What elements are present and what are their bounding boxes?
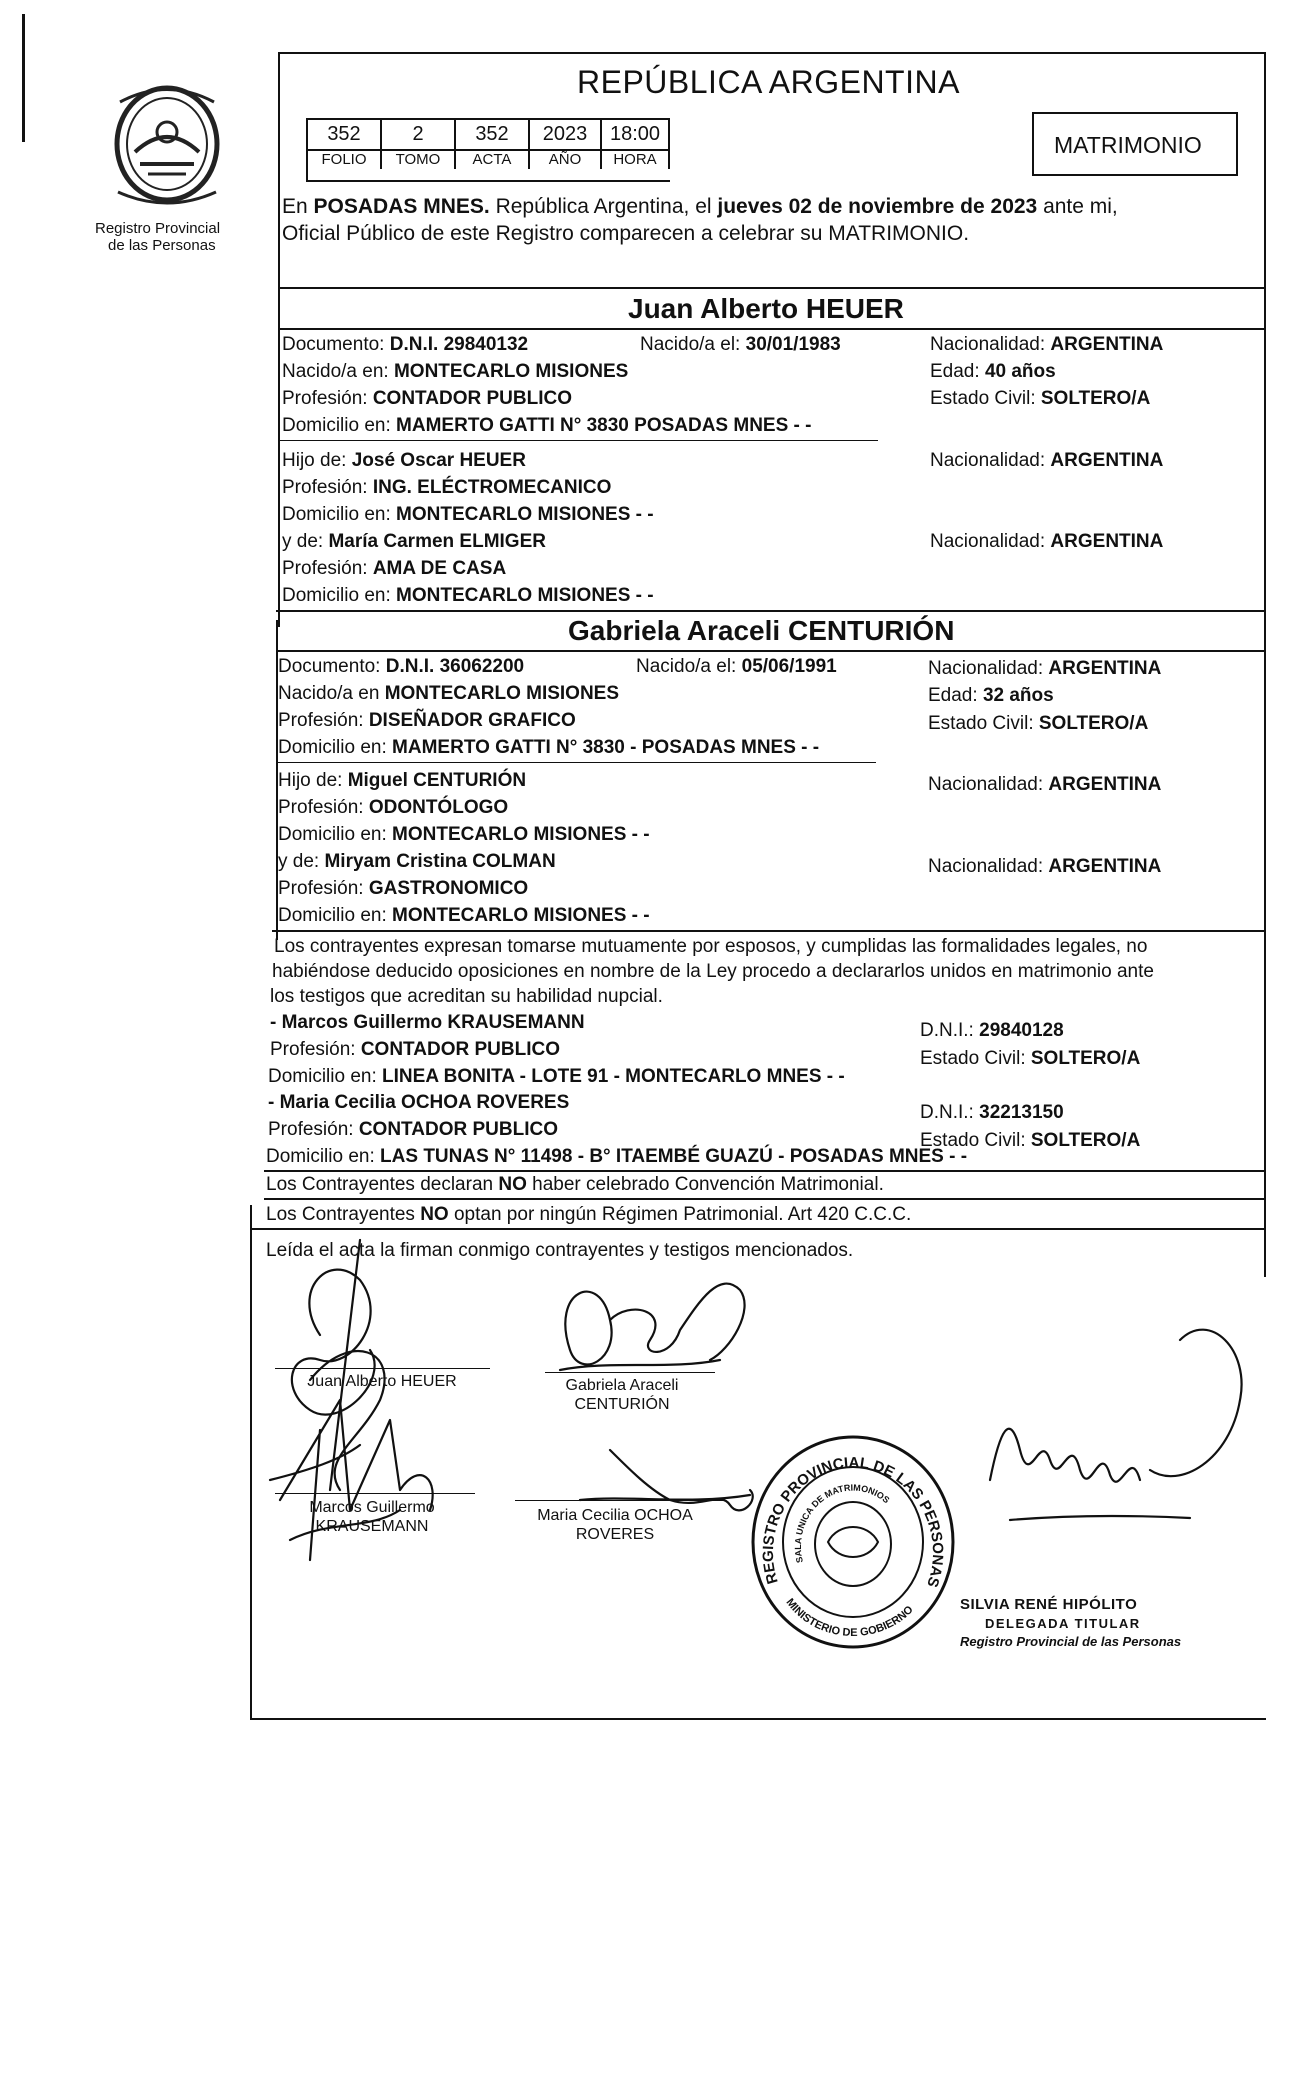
witness-2-profession: Profesión: CONTADOR PUBLICO xyxy=(268,1119,558,1140)
witness-1-signature xyxy=(270,1400,433,1560)
bride-signature-caption-2: CENTURIÓN xyxy=(574,1396,670,1413)
groom-birth-date: Nacido/a el: 30/01/1983 xyxy=(640,334,841,355)
bride-birthplace: Nacido/a en MONTECARLO MISIONES xyxy=(278,683,620,704)
groom-father-profession: Profesión: ING. ELÉCTROMECANICO xyxy=(282,477,612,498)
witness-2-signature-caption-2: ROVERES xyxy=(575,1526,655,1543)
official-title: DELEGADA TITULAR xyxy=(985,1616,1141,1631)
seal-ring-text: REGISTRO PROVINCIAL DE LAS PERSONAS xyxy=(759,1454,947,1590)
witness-2-civil-status: Estado Civil: SOLTERO/A xyxy=(920,1130,1141,1151)
acta-value: 352 xyxy=(456,120,530,149)
frame-top xyxy=(278,52,1266,54)
bride-age: Edad: 32 años xyxy=(928,685,1054,706)
bride-section-top xyxy=(276,610,1266,612)
bride-address: Domicilio en: MAMERTO GATTI N° 3830 - POSADAS MNES - - xyxy=(278,737,820,758)
witness-2-signature xyxy=(580,1450,753,1510)
groom-civil-status: Estado Civil: SOLTERO/A xyxy=(930,388,1151,409)
witness-1-address: Domicilio en: LINEA BONITA - LOTE 91 - MONTECARLO MNES - - xyxy=(268,1066,845,1087)
record-number-table xyxy=(306,118,670,182)
groom-father-address: Domicilio en: MONTECARLO MISIONES - - xyxy=(282,504,654,525)
reading-statement: Leída el acta la firman conmigo contrayentes y testigos mencionados. xyxy=(266,1240,854,1261)
witness-1-dni: D.N.I.: 29840128 xyxy=(920,1020,1064,1041)
witness-1-profession: Profesión: CONTADOR PUBLICO xyxy=(270,1039,560,1060)
regime-clause: Los Contrayentes NO optan por ningún Régimen Patrimonial. Art 420 C.C.C. xyxy=(266,1204,912,1225)
bride-father: Hijo de: Miguel CENTURIÓN xyxy=(278,770,527,791)
bride-birth-date: Nacido/a el: 05/06/1991 xyxy=(636,656,837,677)
groom-document: Documento: D.N.I. 29840132 xyxy=(282,334,529,355)
official-office: Registro Provincial de las Personas xyxy=(960,1634,1182,1649)
bride-name: Gabriela Araceli CENTURIÓN xyxy=(568,615,955,646)
groom-section-top xyxy=(278,287,1266,289)
bride-document: Documento: D.N.I. 36062200 xyxy=(278,656,525,677)
official-name: SILVIA RENÉ HIPÓLITO xyxy=(960,1596,1138,1613)
groom-mother: y de: María Carmen ELMIGER xyxy=(282,531,546,552)
groom-address: Domicilio en: MAMERTO GATTI N° 3830 POSADAS MNES - - xyxy=(282,415,812,436)
bride-divider xyxy=(276,762,876,763)
witness-2-signature-caption-1: Maria Cecilia OCHOA xyxy=(537,1507,693,1524)
witness-2-name: - Maria Cecilia OCHOA ROVERES xyxy=(268,1092,570,1113)
groom-signature-caption: Juan Alberto HEUER xyxy=(307,1373,457,1390)
witness-1-signature-caption-1: Marcos Guillermo xyxy=(309,1499,435,1516)
bride-father-nationality: Nacionalidad: ARGENTINA xyxy=(928,774,1162,795)
frame-left xyxy=(278,52,280,627)
official-signature xyxy=(990,1330,1242,1520)
groom-name: Juan Alberto HEUER xyxy=(628,293,904,324)
witness-1-signature-caption-2: KRAUSEMANN xyxy=(315,1518,429,1535)
document-title: REPÚBLICA ARGENTINA xyxy=(577,64,960,100)
witness-2-dni: D.N.I.: 32213150 xyxy=(920,1102,1064,1123)
acta-caption: ACTA xyxy=(456,151,530,169)
declaration-line-3: los testigos que acreditan su habilidad nupcial. xyxy=(270,986,663,1007)
groom-profession: Profesión: CONTADOR PUBLICO xyxy=(282,388,572,409)
registry-emblem xyxy=(100,82,235,212)
groom-mother-address: Domicilio en: MONTECARLO MISIONES - - xyxy=(282,585,654,606)
bride-mother-profession: Profesión: GASTRONOMICO xyxy=(278,878,529,899)
seal-icon xyxy=(748,1432,958,1652)
clauses-middle xyxy=(264,1198,1266,1200)
year-value: 2023 xyxy=(530,120,602,149)
groom-signature xyxy=(292,1240,385,1490)
witness-1-civil-status: Estado Civil: SOLTERO/A xyxy=(920,1048,1141,1069)
frame-right xyxy=(1264,52,1266,1277)
bride-signature xyxy=(560,1284,745,1370)
bride-mother-address: Domicilio en: MONTECARLO MISIONES - - xyxy=(278,905,650,926)
intro-line-1: En POSADAS MNES. República Argentina, el jueves 02 de noviembre de 2023 ante mi, xyxy=(282,195,1118,218)
groom-father: Hijo de: José Oscar HEUER xyxy=(282,450,526,471)
bride-mother: y de: Miryam Cristina COLMAN xyxy=(278,851,556,872)
bride-profession: Profesión: DISEÑADOR GRAFICO xyxy=(278,710,576,731)
record-type-label: MATRIMONIO xyxy=(1054,132,1202,158)
bride-civil-status: Estado Civil: SOLTERO/A xyxy=(928,713,1149,734)
folio-caption: FOLIO xyxy=(308,151,382,169)
declaration-line-2: habiéndose deducido oposiciones en nombre de la Ley procedo a declararlos unidos en matrimonio ante xyxy=(272,961,1154,982)
tomo-caption: TOMO xyxy=(382,151,456,169)
bride-father-address: Domicilio en: MONTECARLO MISIONES - - xyxy=(278,824,650,845)
time-caption: HORA xyxy=(602,151,670,169)
groom-birthplace: Nacido/a en: MONTECARLO MISIONES xyxy=(282,361,629,382)
bride-nationality: Nacionalidad: ARGENTINA xyxy=(928,658,1162,679)
convention-clause: Los Contrayentes declaran NO haber celebrado Convención Matrimonial. xyxy=(266,1174,884,1195)
year-caption: AÑO xyxy=(530,151,602,169)
bride-name-underline xyxy=(276,650,1266,652)
bride-mother-nationality: Nacionalidad: ARGENTINA xyxy=(928,856,1162,877)
registry-label-2: de las Personas xyxy=(108,237,216,254)
declaration-top xyxy=(272,930,1266,932)
intro-line-2: Oficial Público de este Registro comparecen a celebrar su MATRIMONIO. xyxy=(282,222,970,245)
tomo-value: 2 xyxy=(382,120,456,149)
margin-line xyxy=(22,14,25,142)
official-seal xyxy=(748,1432,958,1652)
groom-divider xyxy=(278,440,878,441)
seal-bottom-text: MINISTERIO DE GOBIERNO xyxy=(783,1596,916,1640)
groom-name-underline xyxy=(278,328,1266,330)
groom-nationality: Nacionalidad: ARGENTINA xyxy=(930,334,1164,355)
seal-inner-text: SALA UNICA DE MATRIMONIOS xyxy=(792,1482,892,1564)
time-value: 18:00 xyxy=(602,120,670,149)
groom-age: Edad: 40 años xyxy=(930,361,1056,382)
groom-mother-nationality: Nacionalidad: ARGENTINA xyxy=(930,531,1164,552)
province-shield-icon xyxy=(100,82,235,212)
record-type-box xyxy=(1032,112,1238,176)
witness-2-address: Domicilio en: LAS TUNAS N° 11498 - B° ITAEMBÉ GUAZÚ - POSADAS MNES - - xyxy=(266,1146,968,1167)
witness-1-name: - Marcos Guillermo KRAUSEMANN xyxy=(270,1012,585,1033)
registry-label: Registro Provincial xyxy=(95,220,221,237)
declaration-line-1: Los contrayentes expresan tomarse mutuamente por esposos, y cumplidas las formalidades legales, no xyxy=(274,936,1148,957)
bride-father-profession: Profesión: ODONTÓLOGO xyxy=(278,797,509,818)
bride-signature-caption-1: Gabriela Araceli xyxy=(565,1377,679,1394)
groom-mother-profession: Profesión: AMA DE CASA xyxy=(282,558,507,579)
folio-value: 352 xyxy=(308,120,382,149)
groom-father-nationality: Nacionalidad: ARGENTINA xyxy=(930,450,1164,471)
clauses-top xyxy=(264,1170,1266,1172)
